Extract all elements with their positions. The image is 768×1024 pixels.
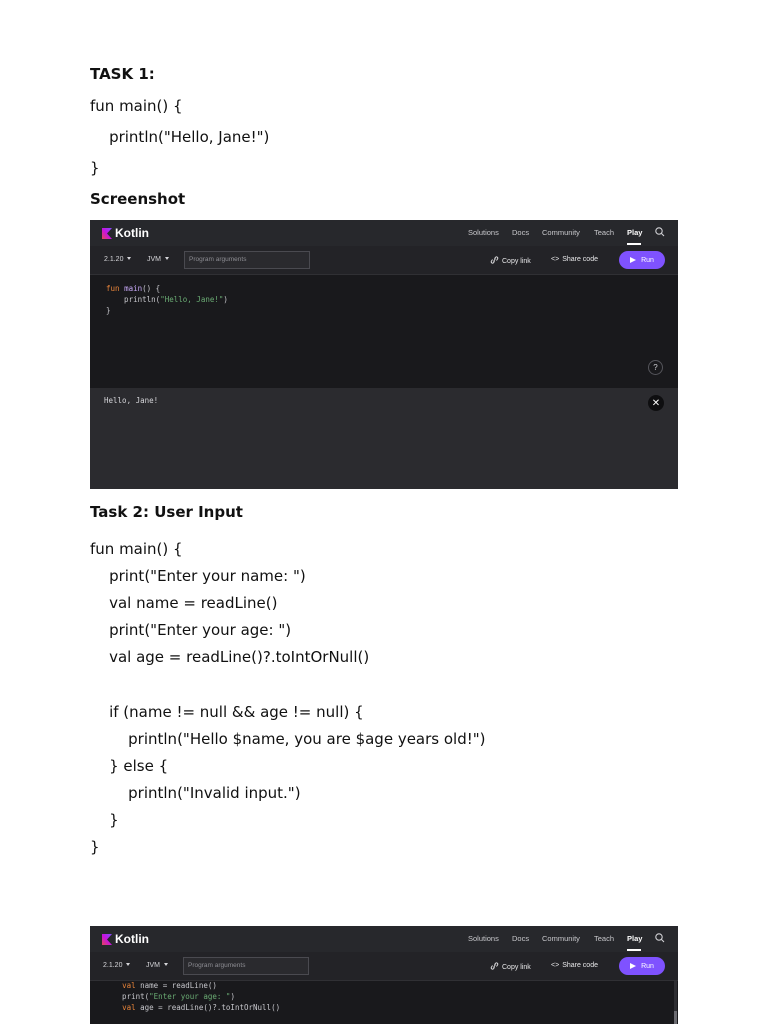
code-line: val age = readLine()?.toIntOrNull()	[122, 1003, 281, 1012]
nav-community[interactable]: Community	[542, 228, 580, 237]
version-value: 2.1.20	[103, 962, 123, 969]
program-arguments-input[interactable]: Program arguments	[183, 957, 309, 975]
target-select[interactable]	[146, 962, 168, 969]
nav-docs[interactable]: Docs	[512, 934, 530, 943]
playground-screenshot-2	[90, 926, 678, 1024]
chevron-down-icon	[126, 963, 130, 966]
code-brackets-icon: <>	[551, 962, 560, 969]
task2-code-line-12: }	[90, 838, 100, 856]
editor-code	[104, 980, 280, 1013]
share-code-label: Share code	[562, 962, 598, 969]
search-icon[interactable]	[654, 226, 666, 238]
chevron-down-icon	[127, 257, 131, 260]
nav-docs[interactable]: Docs	[512, 228, 530, 237]
nav-play[interactable]: Play	[627, 228, 643, 237]
task1-code-line-2: println("Hello, Jane!")	[90, 128, 270, 146]
output-text: Hello, Jane!	[104, 396, 159, 405]
task2-code-line-1: fun main() {	[90, 540, 183, 558]
kotlin-logo-text: Kotlin	[115, 932, 149, 946]
version-select[interactable]	[103, 962, 130, 969]
task2-code-line-7: if (name != null && age != null) {	[90, 703, 364, 721]
code-brackets-icon: <>	[551, 256, 560, 263]
output-panel	[90, 388, 678, 489]
code-line: fun main() {	[106, 284, 161, 293]
task2-code-line-11: }	[90, 811, 119, 829]
link-icon	[490, 962, 499, 970]
copy-link-button[interactable]	[490, 256, 531, 265]
kotlin-logo-icon	[102, 228, 112, 239]
target-value: JVM	[147, 256, 161, 263]
playground-topbar	[90, 926, 678, 952]
task1-heading: TASK 1:	[90, 65, 155, 83]
run-label: Run	[641, 962, 654, 970]
task2-code-line-8: println("Hello $name, you are $age years old!")	[90, 730, 486, 748]
nav-solutions[interactable]: Solutions	[468, 228, 499, 237]
kotlin-logo-text: Kotlin	[115, 226, 149, 240]
scrollbar-thumb[interactable]	[674, 1011, 677, 1024]
share-code-button[interactable]	[551, 962, 598, 969]
help-button[interactable]: ?	[648, 360, 663, 375]
code-line: println("Hello, Jane!")	[106, 295, 228, 304]
editor-code	[106, 283, 228, 316]
run-button[interactable]	[619, 251, 665, 269]
task2-code-line-3: val name = readLine()	[90, 594, 278, 612]
kotlin-logo[interactable]	[102, 226, 149, 240]
version-value: 2.1.20	[104, 256, 124, 263]
target-value: JVM	[146, 962, 160, 969]
code-line: }	[106, 306, 111, 315]
program-arguments-input[interactable]: Program arguments	[184, 251, 310, 269]
copy-link-label: Copy link	[502, 964, 531, 971]
task1-code-line-1: fun main() {	[90, 97, 183, 115]
task2-heading: Task 2: User Input	[90, 503, 243, 521]
share-code-button[interactable]	[551, 256, 598, 263]
link-icon	[490, 256, 499, 264]
play-icon	[630, 963, 636, 969]
nav-teach[interactable]: Teach	[594, 228, 615, 237]
nav-play[interactable]: Play	[627, 934, 643, 943]
target-select[interactable]	[147, 256, 169, 263]
close-icon: ✕	[651, 397, 661, 409]
play-icon	[630, 257, 636, 263]
copy-link-label: Copy link	[502, 258, 531, 265]
playground-screenshot-1	[90, 220, 678, 489]
run-label: Run	[641, 256, 654, 264]
playground-topbar	[90, 220, 678, 246]
share-code-label: Share code	[562, 256, 598, 263]
task2-code-line-4: print("Enter your age: ")	[90, 621, 292, 639]
search-icon[interactable]	[654, 932, 666, 944]
task1-code-line-3: }	[90, 159, 100, 177]
task2-code-line-9: } else {	[90, 757, 169, 775]
screenshot-label: Screenshot	[90, 190, 186, 208]
code-editor[interactable]	[90, 275, 678, 388]
nav-solutions[interactable]: Solutions	[468, 934, 499, 943]
task2-code-line-5: val age = readLine()?.toIntOrNull()	[90, 648, 370, 666]
playground-toolbar	[90, 246, 678, 275]
copy-link-button[interactable]	[490, 962, 531, 971]
nav-community[interactable]: Community	[542, 934, 580, 943]
playground-toolbar	[90, 952, 678, 981]
chevron-down-icon	[165, 257, 169, 260]
task2-code-line-10: println("Invalid input.")	[90, 784, 301, 802]
nav-active-indicator	[627, 949, 641, 951]
nav-teach[interactable]: Teach	[594, 934, 615, 943]
nav-active-indicator	[627, 243, 641, 245]
task2-code-line-2: print("Enter your name: ")	[90, 567, 306, 585]
code-line: val name = readLine()	[122, 981, 217, 990]
code-line: print("Enter your age: ")	[104, 992, 235, 1001]
chevron-down-icon	[164, 963, 168, 966]
kotlin-logo-icon	[102, 934, 112, 945]
run-button[interactable]	[619, 957, 665, 975]
kotlin-logo[interactable]	[102, 932, 149, 946]
close-output-button[interactable]	[648, 395, 664, 411]
version-select[interactable]	[104, 256, 131, 263]
code-editor[interactable]	[90, 981, 678, 1024]
